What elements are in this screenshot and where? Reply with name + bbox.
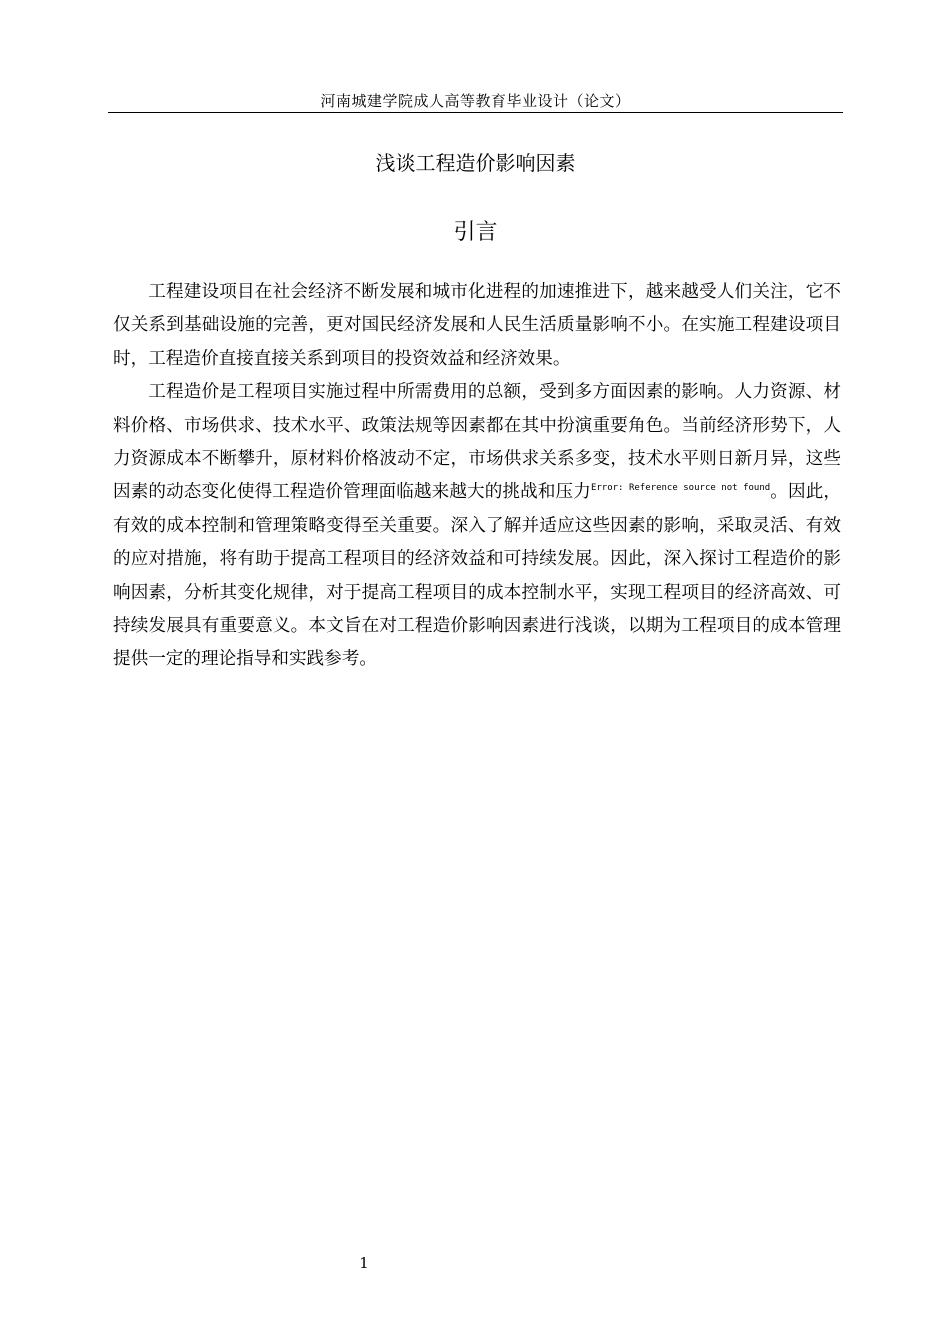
- paragraph-2: [113, 376, 841, 677]
- page-number: 1: [359, 1254, 369, 1272]
- reference-error-citation: Error: Reference source not found: [590, 483, 771, 494]
- header-rule: [108, 112, 843, 113]
- paragraph-2-part-1: 工程造价是工程项目实施过程中所需费用的总额，受到多方面因素的影响。人力资源、材料价格、市场供求、技术水平、政策法规等因素都在其中扮演重要角色。当前经济形势下，人力资源成本不断攀升，原材料价格波动不定，市场供求关系多变，技术水平则日新月异，这些因素的动态变化使得工程造价管理面临越来越大的挑战和压力: [113, 382, 841, 503]
- document-title: 浅谈工程造价影响因素: [375, 151, 576, 175]
- running-header: 河南城建学院成人高等教育毕业设计（论文）: [320, 92, 631, 110]
- section-heading-introduction: 引言: [453, 220, 498, 245]
- body-text: [113, 276, 841, 677]
- paragraph-1: 工程建设项目在社会经济不断发展和城市化进程的加速推进下，越来越受人们关注，它不仅关系到基础设施的完善，更对国民经济发展和人民生活质量影响不小。在实施工程建设项目时，工程造价直接直接关系到项目的投资效益和经济效果。: [113, 282, 841, 369]
- paragraph-2-part-2: 。因此，有效的成本控制和管理策略变得至关重要。深入了解并适应这些因素的影响，采取灵活、有效的应对措施，将有助于提高工程项目的经济效益和可持续发展。因此，深入探讨工程造价的影响因素，分析其变化规律，对于提高工程项目的成本控制水平，实现工程项目的经济高效、可持续发展具有重要意义。本文旨在对工程造价影响因素进行浅谈，以期为工程项目的成本管理提供一定的理论指导和实践参考。: [113, 482, 841, 670]
